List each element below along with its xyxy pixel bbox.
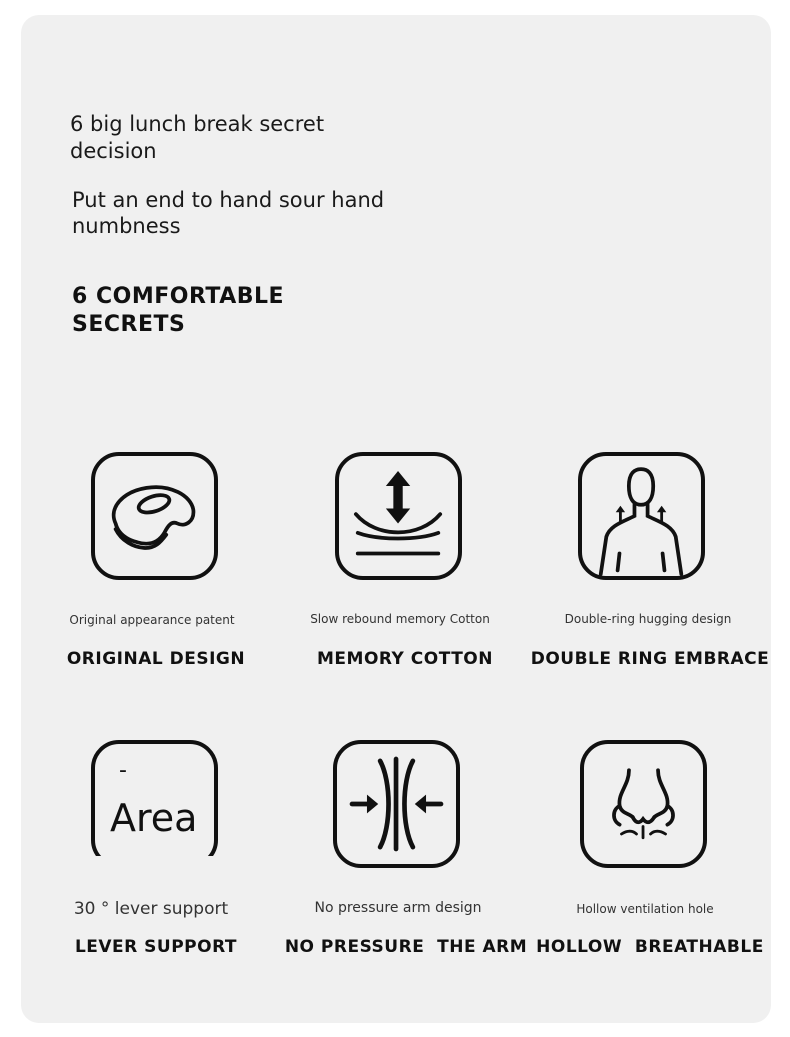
- feature-title: DOUBLE RING EMBRACE: [530, 649, 770, 669]
- feature-title: MEMORY COTTON: [317, 649, 493, 669]
- feature-caption: No pressure arm design: [314, 900, 482, 916]
- area-icon-dash: -: [119, 758, 127, 783]
- feature-title: ORIGINAL DESIGN: [66, 649, 246, 669]
- memory-foam-icon: [335, 452, 462, 580]
- area-icon-label: Area: [110, 796, 198, 840]
- feature-caption: Slow rebound memory Cotton: [310, 612, 490, 626]
- feature-caption: Hollow ventilation hole: [576, 902, 714, 916]
- pillow-icon: [91, 452, 218, 580]
- section-title: 6 COMFORTABLE SECRETS: [72, 284, 285, 337]
- feature-title: NO PRESSURE THE ARM: [284, 937, 528, 957]
- page-subheading: Put an end to hand sour hand numbness: [72, 188, 385, 238]
- feature-title: HOLLOW BREATHABLE: [536, 937, 764, 957]
- feature-title: LEVER SUPPORT: [74, 937, 238, 957]
- area-icon: [91, 740, 218, 868]
- neck-shoulder-icon: [578, 452, 705, 580]
- area-icon-cutout: [91, 856, 226, 870]
- feature-caption: 30 ° lever support: [73, 899, 229, 919]
- feature-caption: Original appearance patent: [69, 613, 235, 627]
- nose-icon: [580, 740, 707, 868]
- page-heading: 6 big lunch break secret decision: [70, 112, 325, 163]
- no-pressure-icon: [333, 740, 460, 868]
- feature-caption: Double-ring hugging design: [564, 612, 732, 626]
